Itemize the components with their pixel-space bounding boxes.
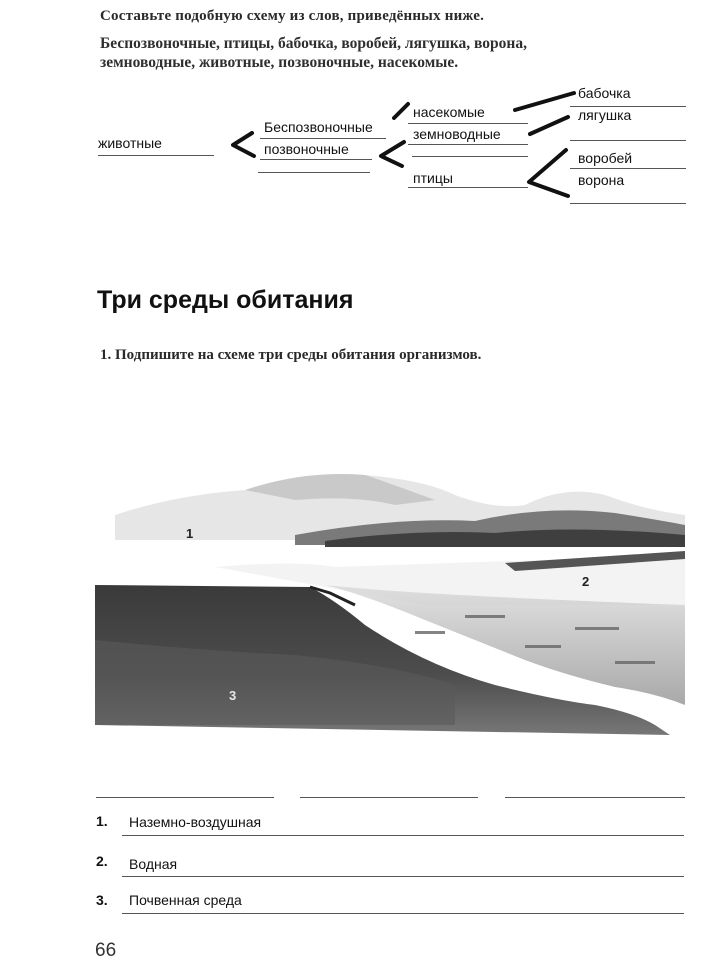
answer-text: Наземно-воздушная — [129, 814, 262, 830]
scheme-invertebrates: Беспозвоночные — [264, 119, 373, 135]
question-text: 1. Подпишите на схеме три среды обитания организмов. — [100, 347, 482, 363]
scheme-frog: лягушка — [578, 107, 632, 123]
answer-text: Водная — [129, 856, 178, 872]
answer-number: 3. — [96, 892, 108, 908]
task-heading: Составьте подобную схему из слов, приведённых ниже. — [100, 8, 485, 24]
scheme-crow: ворона — [578, 172, 625, 188]
bracket-mark — [529, 150, 568, 196]
habitat-label-water: 2 — [582, 574, 590, 589]
connector-strokes — [0, 0, 727, 230]
connector-line — [515, 93, 574, 110]
answer-line[interactable] — [122, 835, 684, 836]
section-title: Три среды обитания — [97, 286, 354, 314]
habitat-label-soil: 3 — [229, 688, 237, 703]
answer-blank[interactable] — [300, 797, 478, 798]
habitat-label-air: 1 — [186, 526, 194, 541]
connector-line — [530, 117, 568, 134]
scheme-vertebrates: позвоночные — [264, 141, 349, 157]
answer-line[interactable] — [122, 876, 684, 877]
answer-text: Почвенная среда — [129, 892, 242, 908]
answer-number: 1. — [96, 813, 108, 829]
scheme-amphibians: земноводные — [413, 126, 501, 142]
answer-blank[interactable] — [505, 797, 685, 798]
word-list-line-2: земноводные, животные, позвоночные, насекомые. — [100, 54, 459, 71]
answer-blank[interactable] — [96, 797, 274, 798]
connector-line — [394, 104, 408, 118]
scheme-root: животные — [98, 135, 162, 151]
bracket-mark — [381, 142, 404, 166]
bracket-mark — [233, 133, 254, 156]
answer-number: 2. — [96, 853, 108, 869]
habitats-illustration — [95, 455, 687, 745]
answer-line[interactable] — [122, 913, 684, 914]
scheme-butterfly: бабочка — [578, 85, 631, 101]
scheme-insects: насекомые — [413, 104, 485, 120]
scheme-sparrow: воробей — [578, 150, 633, 166]
scheme-birds: птицы — [413, 170, 453, 186]
page-number: 66 — [95, 940, 117, 961]
word-list-line-1: Беспозвоночные, птицы, бабочка, воробей, лягушка, ворона, — [100, 35, 527, 52]
